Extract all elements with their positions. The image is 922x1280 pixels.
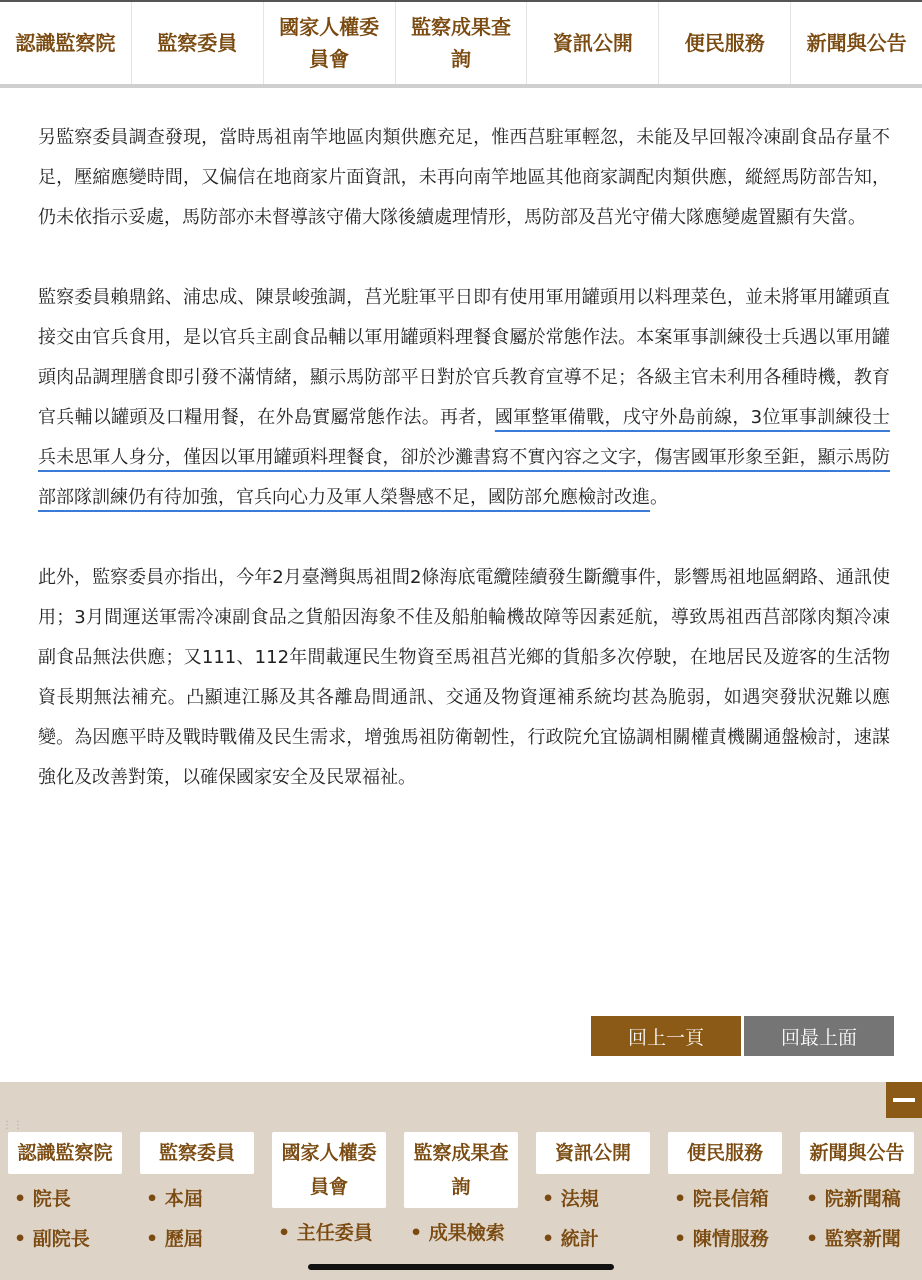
footer-link[interactable]: • 成果檢索: [404, 1218, 518, 1248]
drag-handle-icon: ⋮⋮: [2, 1120, 24, 1131]
footer-link[interactable]: • 主任委員: [272, 1218, 386, 1248]
paragraph-3: 此外，監察委員亦指出，今年2月臺灣與馬祖間2條海底電纜陸續發生斷纜事件，影響馬祖地區網路、通訊使用；3月間運送軍需冷凍副食品之貨船因海象不佳及船舶輪機故障等因素延航，導致馬祖西莒部隊肉類冷凍副食品無法供應；又111、112年間載運民生物資至馬祖莒光鄉的貨船多次停駛，在地居民及遊客的生活物資長期無法補充。凸顯連江縣及其各離島間通訊、交通及物資運補系統均甚為脆弱，如遇突發狀況難以應變。為因應平時及戰時戰備及民生需求，增強馬祖防衛韌性，行政院允宜協調相關權責機關通盤檢討，速謀強化及改善對策，以確保國家安全及民眾福祉。: [38, 567, 890, 788]
footer-col-title[interactable]: 國家人權委員會: [272, 1132, 386, 1208]
collapse-footer-button[interactable]: [886, 1082, 922, 1118]
footer-link[interactable]: • 院長: [8, 1184, 122, 1214]
paragraph-2: [38, 278, 890, 518]
underlined-annotation: 國軍整軍備戰，戌守外島前線，3位軍事訓練役士兵未思軍人身分，僅因以軍用罐頭料理餐食，卻於沙灘書寫不實內容之文字，傷害國軍形象至鉅，顯示馬防部部隊訓練仍有待加強，官兵向心力及軍人榮譽感不足，國防部允應檢討改進: [38, 407, 891, 508]
footer-link[interactable]: • 統計: [536, 1224, 650, 1254]
article-body: [38, 118, 890, 838]
footer-link[interactable]: • 歷屆: [140, 1224, 254, 1254]
home-indicator: [308, 1264, 614, 1270]
footer-link[interactable]: • 院長信箱: [668, 1184, 782, 1214]
nav-info[interactable]: 資訊公開: [527, 2, 659, 84]
paragraph-2-end: 。: [650, 487, 668, 508]
footer-col-members: [140, 1132, 254, 1264]
footer-col-title[interactable]: 新聞與公告: [800, 1132, 914, 1174]
footer-link[interactable]: • 本屆: [140, 1184, 254, 1214]
nav-results[interactable]: 監察成果查詢: [396, 2, 528, 84]
top-navigation: [0, 0, 922, 88]
footer-col-news: [800, 1132, 914, 1264]
footer-col-human-rights: [272, 1132, 386, 1258]
footer-sitemap: [0, 1082, 922, 1280]
nav-members[interactable]: 監察委員: [132, 2, 264, 84]
back-to-top-button[interactable]: 回最上面: [744, 1016, 894, 1056]
paragraph-1: 另監察委員調查發現，當時馬祖南竿地區肉類供應充足，惟西莒駐軍輕忽，未能及早回報冷凍副食品存量不足，壓縮應變時間，又偏信在地商家片面資訊，未再向南竿地區其他商家調配肉類供應，縱經馬防部告知，仍未依指示妥處，馬防部亦未督導該守備大隊後續處理情形，馬防部及莒光守備大隊應變處置顯有失當。: [38, 127, 890, 228]
back-button[interactable]: 回上一頁: [591, 1016, 741, 1056]
footer-col-title[interactable]: 監察成果查詢: [404, 1132, 518, 1208]
footer-link[interactable]: • 法規: [536, 1184, 650, 1214]
minus-icon: [893, 1098, 915, 1102]
footer-col-results: [404, 1132, 518, 1258]
footer-col-about: [8, 1132, 122, 1264]
footer-col-title[interactable]: 監察委員: [140, 1132, 254, 1174]
footer-link[interactable]: • 陳情服務: [668, 1224, 782, 1254]
footer-col-info: [536, 1132, 650, 1264]
nav-about[interactable]: 認識監察院: [0, 2, 132, 84]
footer-link[interactable]: • 院新聞稿: [800, 1184, 914, 1214]
footer-col-title[interactable]: 認識監察院: [8, 1132, 122, 1174]
footer-link[interactable]: • 監察新聞: [800, 1224, 914, 1254]
footer-col-title[interactable]: 資訊公開: [536, 1132, 650, 1174]
footer-link[interactable]: • 副院長: [8, 1224, 122, 1254]
nav-news[interactable]: 新聞與公告: [806, 31, 907, 55]
paragraph-2-text: 監察委員賴鼎銘、浦忠成、陳景峻強調，莒光駐軍平日即有使用軍用罐頭用以料理菜色，並未將軍用罐頭直接交由官兵食用，是以官兵主副食品輔以軍用罐頭料理餐食屬於常態作法。本案軍事訓練役士兵遇以軍用罐頭肉品調理膳食即引發不滿情緒，顯示馬防部平日對於官兵教育宣導不足；各級主官未利用各種時機，教育官兵輔以罐頭及口糧用餐，在外島實屬常態作法。再者，: [38, 287, 890, 428]
nav-services[interactable]: 便民服務: [659, 2, 791, 84]
footer-col-title[interactable]: 便民服務: [668, 1132, 782, 1174]
footer-col-services: [668, 1132, 782, 1264]
nav-human-rights[interactable]: 國家人權委員會: [264, 2, 396, 84]
